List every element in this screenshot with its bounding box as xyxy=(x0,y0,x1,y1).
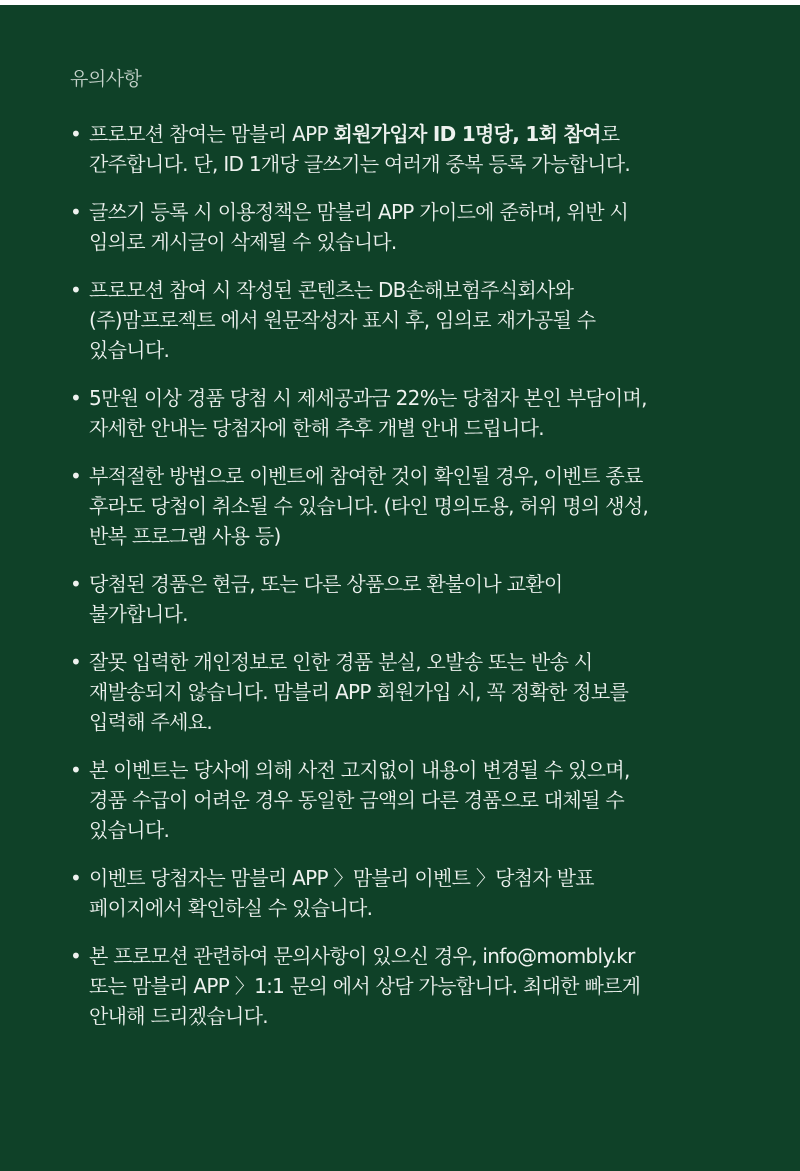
notice-line xyxy=(89,599,730,629)
notice-text: 로 xyxy=(600,122,620,146)
notice-line xyxy=(89,521,730,551)
notice-line xyxy=(89,647,730,677)
notice-text: 당첨된 경품은 현금, 또는 다른 상품으로 환불이나 교환이 xyxy=(89,572,563,596)
notice-list xyxy=(70,119,730,1031)
notice-text: 경품 수급이 어려운 경우 동일한 금액의 다른 경품으로 대체될 수 xyxy=(89,788,625,812)
notice-text: 본 이벤트는 당사에 의해 사전 고지없이 내용이 변경될 수 있으며, xyxy=(89,758,630,782)
notice-text: 본 프로모션 관련하여 문의사항이 있으신 경우, info@mombly.kr xyxy=(89,944,635,968)
notice-item xyxy=(70,197,730,257)
notice-text: 후라도 당첨이 취소될 수 있습니다. (타인 명의도용, 허위 명의 생성, xyxy=(89,494,649,518)
notice-title: 유의사항 xyxy=(70,68,142,90)
notice-text: 임의로 게시글이 삭제될 수 있습니다. xyxy=(89,230,397,254)
bullet-icon: • xyxy=(70,278,82,302)
notice-text: 부적절한 방법으로 이벤트에 참여한 것이 확인될 경우, 이벤트 종료 xyxy=(89,464,643,488)
notice-item xyxy=(70,569,730,629)
notice-text: 입력해 주세요. xyxy=(89,710,213,734)
notice-line xyxy=(89,119,730,149)
notice-text: 프로모션 참여는 맘블리 APP xyxy=(89,122,334,146)
bullet-icon: • xyxy=(70,200,82,224)
notice-line xyxy=(89,335,730,365)
notice-line xyxy=(89,305,730,335)
notice-item xyxy=(70,461,730,551)
notice-line xyxy=(89,149,730,179)
notice-line xyxy=(89,383,730,413)
notice-panel xyxy=(0,5,800,1171)
notice-line xyxy=(89,275,730,305)
notice-item xyxy=(70,383,730,443)
notice-text: 반복 프로그램 사용 등) xyxy=(89,524,281,548)
notice-text: 불가합니다. xyxy=(89,602,188,626)
bullet-icon: • xyxy=(70,122,82,146)
notice-line xyxy=(89,971,730,1001)
notice-text: 잘못 입력한 개인정보로 인한 경품 분실, 오발송 또는 반송 시 xyxy=(89,650,593,674)
notice-item xyxy=(70,119,730,179)
bullet-icon: • xyxy=(70,464,82,488)
notice-line xyxy=(89,893,730,923)
bullet-icon: • xyxy=(70,386,82,410)
notice-text: 페이지에서 확인하실 수 있습니다. xyxy=(89,896,373,920)
notice-line xyxy=(89,491,730,521)
notice-text: 간주합니다. 단, ID 1개당 글쓰기는 여러개 중복 등록 가능합니다. xyxy=(89,152,631,176)
notice-line xyxy=(89,755,730,785)
notice-text: 재발송되지 않습니다. 맘블리 APP 회원가입 시, 꼭 정확한 정보를 xyxy=(89,680,629,704)
notice-line xyxy=(89,785,730,815)
notice-line xyxy=(89,197,730,227)
notice-text: 이벤트 당첨자는 맘블리 APP 〉맘블리 이벤트 〉당첨자 발표 xyxy=(89,866,594,890)
notice-item xyxy=(70,647,730,737)
bullet-icon: • xyxy=(70,944,82,968)
notice-line xyxy=(89,707,730,737)
notice-text: 자세한 안내는 당첨자에 한해 추후 개별 안내 드립니다. xyxy=(89,416,544,440)
notice-line xyxy=(89,227,730,257)
notice-text: 있습니다. xyxy=(89,818,170,842)
notice-item xyxy=(70,863,730,923)
notice-item xyxy=(70,941,730,1031)
notice-text: 5만원 이상 경품 당첨 시 제세공과금 22%는 당첨자 본인 부담이며, xyxy=(89,386,647,410)
bullet-icon: • xyxy=(70,572,82,596)
notice-line xyxy=(89,677,730,707)
notice-text: 글쓰기 등록 시 이용정책은 맘블리 APP 가이드에 준하며, 위반 시 xyxy=(89,200,629,224)
notice-text: 있습니다. xyxy=(89,338,170,362)
notice-line xyxy=(89,569,730,599)
notice-item xyxy=(70,755,730,845)
notice-text: 안내해 드리겠습니다. xyxy=(89,1004,268,1028)
notice-line xyxy=(89,413,730,443)
notice-emphasis: 회원가입자 ID 1명당, 1회 참여 xyxy=(333,122,601,146)
notice-text: 프로모션 참여 시 작성된 콘텐츠는 DB손해보험주식회사와 xyxy=(89,278,574,302)
notice-text: (주)맘프로젝트 에서 원문작성자 표시 후, 임의로 재가공될 수 xyxy=(89,308,596,332)
notice-line xyxy=(89,863,730,893)
notice-line xyxy=(89,461,730,491)
notice-line xyxy=(89,1001,730,1031)
bullet-icon: • xyxy=(70,758,82,782)
bullet-icon: • xyxy=(70,650,82,674)
notice-text: 또는 맘블리 APP 〉1:1 문의 에서 상담 가능합니다. 최대한 빠르게 xyxy=(89,974,641,998)
notice-line xyxy=(89,941,730,971)
notice-item xyxy=(70,275,730,365)
notice-line xyxy=(89,815,730,845)
bullet-icon: • xyxy=(70,866,82,890)
